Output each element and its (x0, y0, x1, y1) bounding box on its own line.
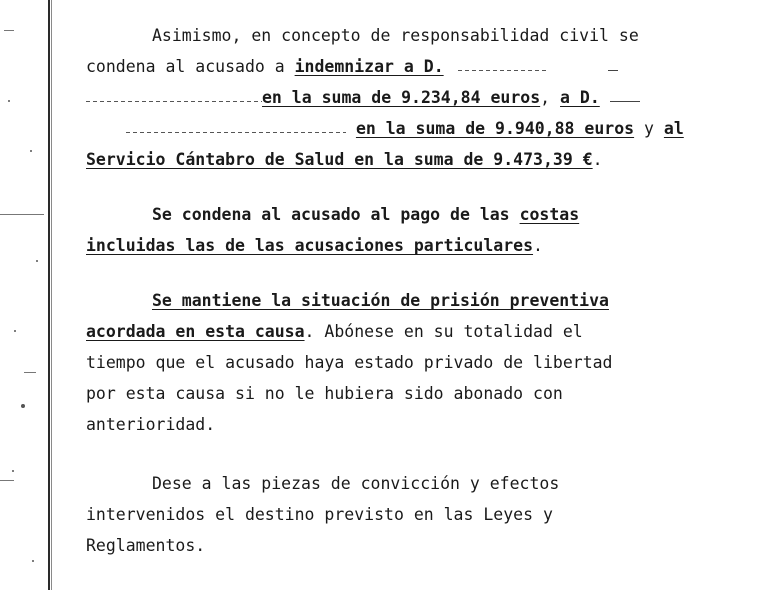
text-line: condena al acusado a indemnizar a D. (86, 51, 700, 82)
text-line: en la suma de 9.940,88 euros y al (86, 113, 700, 144)
scan-speck (36, 260, 38, 262)
redacted-name (126, 132, 346, 133)
text-line: anterioridad. (86, 415, 216, 434)
page-margin-line (48, 0, 50, 590)
text-line: Se condena al acusado al pago de las costas (152, 205, 580, 224)
redacted-name (86, 101, 262, 102)
scan-mark (24, 372, 36, 373)
text-line (86, 285, 700, 316)
scan-mark (0, 480, 14, 481)
scan-speck (30, 150, 32, 152)
text-line: Dese a las piezas de convicción y efectos (152, 474, 560, 493)
text-line: Servicio Cántabro de Salud en la suma de 9.473,39 €. (86, 150, 603, 169)
text-line: intervenidos el destino previsto en las Leyes y (86, 505, 553, 524)
page-margin-line-secondary (51, 0, 52, 590)
costs-clause: incluidas las de las acusaciones particulares (86, 236, 534, 255)
text-line: tiempo que el acusado haya estado privado de libertad (86, 353, 613, 372)
costs-clause: costas (519, 205, 580, 224)
text-line: Asimismo, en concepto de responsabilidad civil se (152, 26, 639, 45)
paragraph-detention (86, 285, 700, 440)
detention-clause: acordada en esta causa (86, 322, 305, 341)
indemnity-clause: al (663, 119, 684, 138)
document-body (86, 20, 700, 561)
scan-speck (21, 404, 25, 408)
text-line: acordada en esta causa. Abónese en su totalidad el (86, 322, 583, 341)
paragraph-evidence (86, 468, 700, 561)
redacted-name (458, 70, 548, 71)
indemnity-clause: indemnizar a D. (294, 57, 444, 76)
amount-clause: en la suma de 9.234,84 euros (262, 88, 541, 107)
scan-speck (32, 560, 34, 562)
scan-mark (0, 214, 44, 215)
amount-clause: en la suma de 9.940,88 euros (355, 119, 635, 138)
redacted-name (608, 70, 618, 71)
text-line: Reglamentos. (86, 536, 206, 555)
text-line: por esta causa si no le hubiera sido abonado con (86, 384, 563, 403)
scan-speck (8, 100, 10, 102)
text-line: incluidas las de las acusaciones particulares. (86, 236, 543, 255)
amount-clause: Servicio Cántabro de Salud en la suma de 9.473,39 € (86, 150, 593, 169)
scan-speck (14, 330, 16, 332)
redacted-name (610, 101, 640, 102)
detention-clause: Se mantiene la situación de prisión preventiva (152, 291, 609, 310)
scan-mark (4, 30, 14, 31)
scan-speck (12, 470, 14, 472)
paragraph-civil-liability (86, 20, 700, 175)
indemnity-clause: a D. (560, 88, 600, 107)
text-line: en la suma de 9.234,84 euros, a D. (86, 82, 700, 113)
paragraph-costs (86, 199, 700, 261)
